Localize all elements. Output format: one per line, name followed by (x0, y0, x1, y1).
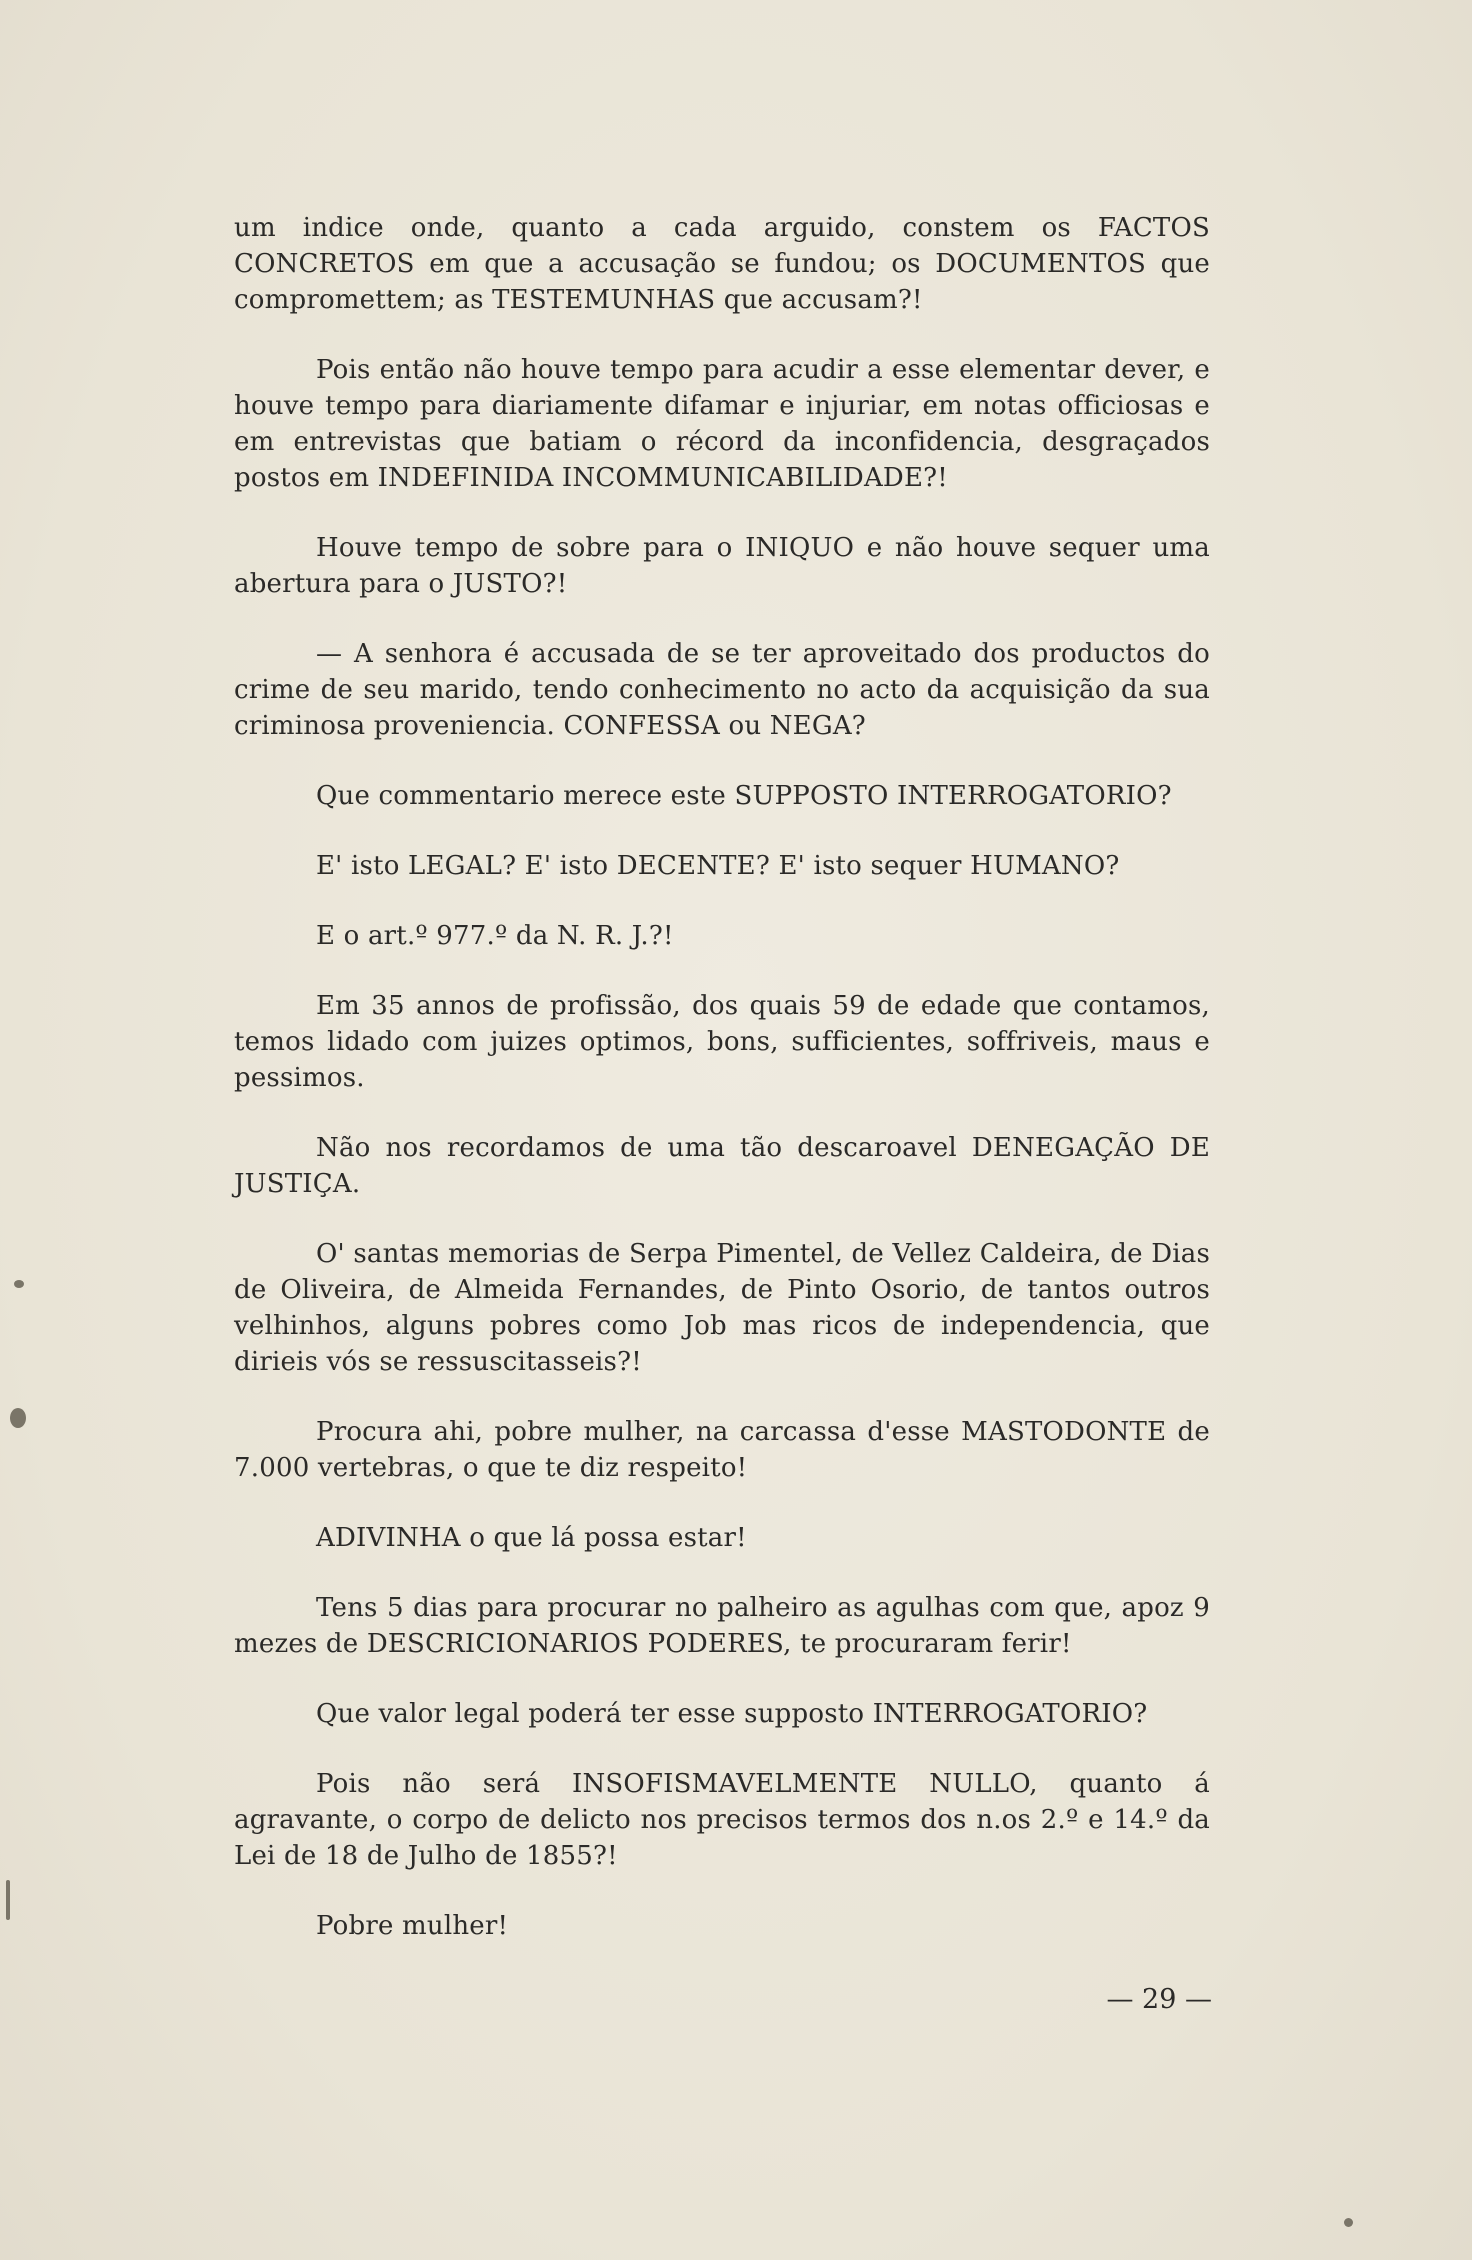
scan-speck (14, 1280, 24, 1288)
paragraph: ADIVINHA o que lá possa estar! (316, 1523, 747, 1553)
scan-speck (10, 1408, 26, 1428)
paragraph: Houve tempo de sobre para o INIQUO e não houve sequer uma abertura para o JUSTO?! (234, 533, 1210, 599)
paragraph: Tens 5 dias para procurar no palheiro as agulhas com que, apoz 9 mezes de DESCRICIONARIOS PODERES, te procuraram ferir! (234, 1593, 1210, 1659)
body-text (234, 210, 1210, 1978)
paragraph: E o art.º 977.º da N. R. J.?! (316, 921, 674, 951)
paragraph: um indice onde, quanto a cada arguido, constem os FACTOS CONCRETOS em que a accusação se fundou; os DOCUMENTOS que compromettem; as TESTEMUNHAS que accusam?! (234, 213, 1210, 315)
scan-speck (1344, 2218, 1353, 2227)
paragraph: O' santas memorias de Serpa Pimentel, de Vellez Caldeira, de Dias de Oliveira, de Almeida Fernandes, de Pinto Osorio, de tantos outros velhinhos, alguns pobres como Job mas ricos de independencia, que dirieis vós se ressuscitasseis?! (234, 1239, 1210, 1377)
paragraph: Em 35 annos de profissão, dos quais 59 de edade que contamos, temos lidado com juizes optimos, bons, sufficientes, soffriveis, maus e pessimos. (234, 991, 1210, 1093)
paragraph: E' isto LEGAL? E' isto DECENTE? E' isto sequer HUMANO? (316, 851, 1120, 881)
scan-speck (6, 1880, 10, 1920)
page-number: — 29 — (1106, 1984, 1212, 2015)
paragraph: Pois não será INSOFISMAVELMENTE NULLO, quanto á agravante, o corpo de delicto nos precisos termos dos n.os 2.º e 14.º da Lei de 18 de Julho de 1855?! (234, 1769, 1210, 1871)
paragraph: Pobre mulher! (316, 1911, 509, 1941)
paragraph: Não nos recordamos de uma tão descaroavel DENEGAÇÃO DE JUSTIÇA. (234, 1133, 1210, 1199)
paragraph: Que valor legal poderá ter esse supposto INTERROGATORIO? (316, 1699, 1148, 1729)
paragraph: Procura ahi, pobre mulher, na carcassa d'esse MASTODONTE de 7.000 vertebras, o que te diz respeito! (234, 1417, 1210, 1483)
paragraph: Pois então não houve tempo para acudir a esse elementar dever, e houve tempo para diariamente difamar e injuriar, em notas officiosas e em entrevistas que batiam o récord da inconfidencia, desgraçados postos em INDEFINIDA INCOMMUNICABILIDADE?! (234, 355, 1210, 493)
paragraph: Que commentario merece este SUPPOSTO INTERROGATORIO? (316, 781, 1172, 811)
paragraph: — A senhora é accusada de se ter aproveitado dos productos do crime de seu marido, tendo conhecimento no acto da acquisição da sua criminosa proveniencia. CONFESSA ou NEGA? (234, 639, 1210, 741)
